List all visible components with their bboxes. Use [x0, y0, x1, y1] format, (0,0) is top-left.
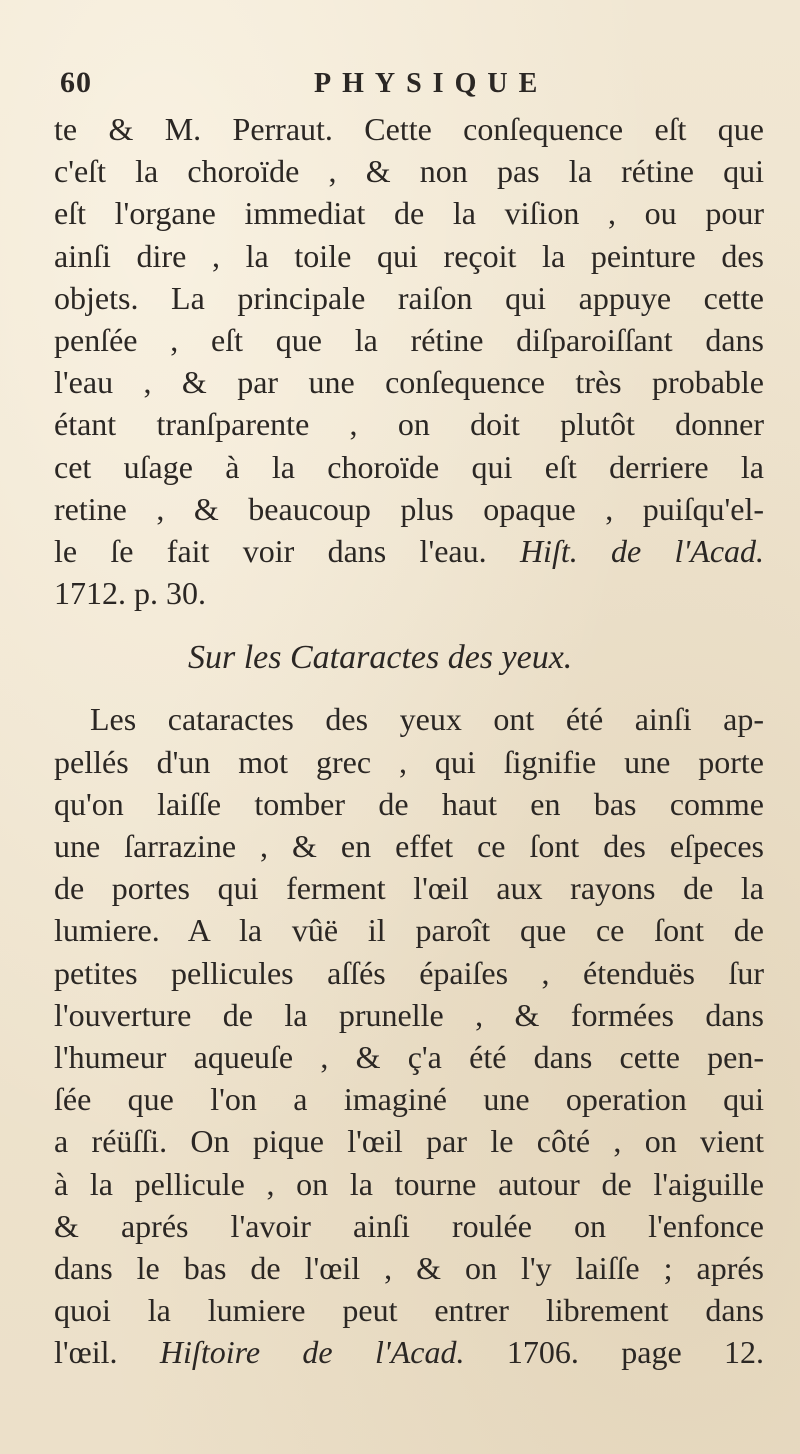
text-line: retine , & beaucoup plus opaque , puiſqu'el- [54, 490, 764, 527]
section-title: Sur les Cataractes des yeux. [188, 639, 573, 677]
citation-reference: Hiſtoire de l'Acad. [159, 1334, 465, 1371]
text-line: quoi la lumiere peut entrer librement dans [54, 1292, 764, 1329]
text-line: & aprés l'avoir ainſi roulée on l'enfonce [54, 1207, 764, 1244]
text-line: de portes qui ferment l'œil aux rayons de la [54, 870, 764, 907]
text-line-with-reference [54, 530, 764, 572]
text-line: penſée , eſt que la rétine diſparoiſſant dans [54, 322, 764, 359]
text-line: pellés d'un mot grec , qui ſignifie une porte [54, 743, 764, 780]
text-line: à la pellicule , on la tourne autour de l'aiguille [54, 1165, 764, 1202]
page-number: 60 [60, 66, 92, 99]
text-line: lumiere. A la vûë il paroît que ce ſont de [54, 912, 764, 949]
text-line: ſée que l'on a imaginé une operation qui [54, 1081, 764, 1118]
citation-year-page: 1706. page 12. [506, 1334, 765, 1371]
text-line: a réüſſi. On pique l'œil par le côté , on vient [54, 1123, 764, 1160]
text-line: ainſi dire , la toile qui reçoit la peinture des [54, 237, 764, 274]
paragraph-choroide [54, 108, 764, 614]
text-line: petites pellicules aſſés épaiſes , étenduës ſur [54, 954, 764, 991]
running-title: PHYSIQUE [314, 68, 549, 99]
text-line: une ſarrazine , & en effet ce ſont des eſpeces [54, 828, 764, 865]
text-line: étant tranſparente , on doit plutôt donner [54, 406, 764, 443]
text-line: qu'on laiſſe tomber de haut en bas comme [54, 785, 764, 822]
text-line: objets. La principale raiſon qui appuye cette [54, 279, 764, 316]
text-line: te & M. Perraut. Cette conſequence eſt que [54, 111, 764, 147]
text-line: Les cataractes des yeux ont été ainſi ap- [90, 701, 764, 738]
text-line: l'ouverture de la prunelle , & formées dans [54, 996, 764, 1033]
paragraph-cataractes [54, 698, 764, 1373]
text-line: dans le bas de l'œil , & on l'y laiſſe ; aprés [54, 1250, 764, 1287]
text-line-with-reference [54, 1331, 764, 1373]
text-line: eſt l'organe immediat de la viſion , ou pour [54, 195, 764, 232]
text-line: l'eau , & par une conſequence très probable [54, 364, 764, 401]
text-line: l'humeur aqueuſe , & ç'a été dans cette pen- [54, 1039, 764, 1076]
text-line: c'eſt la choroïde , & non pas la rétine qui [54, 153, 764, 190]
text-line: cet uſage à la choroïde qui eſt derriere la [54, 448, 764, 485]
running-head [54, 52, 764, 108]
text-fragment: le ſe fait voir dans l'eau. [54, 533, 487, 570]
citation-year-page: 1712. p. 30. [54, 575, 206, 612]
text-fragment: l'œil. [54, 1334, 118, 1371]
citation-reference: Hiſt. de l'Acad. [519, 533, 765, 570]
